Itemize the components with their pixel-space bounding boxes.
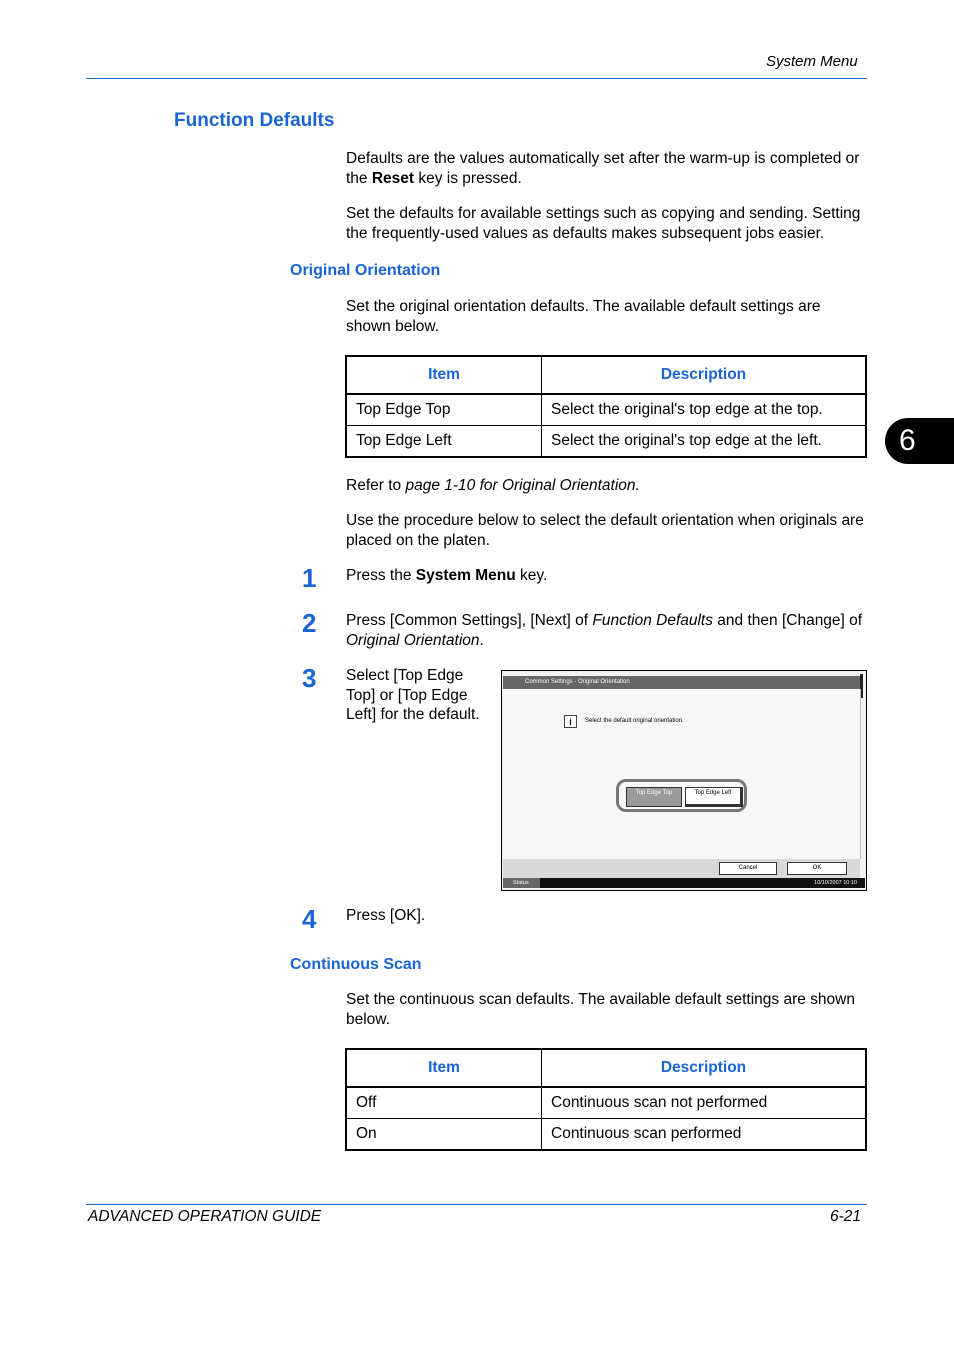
step-text-2: Press [Common Settings], [Next] of Function Defaults and then [Change] of Original Orientation. [346, 612, 863, 649]
info-icon: i [564, 715, 577, 728]
table-header-item: Item [346, 356, 542, 394]
top-edge-top-button[interactable]: Top Edge Top [626, 787, 682, 807]
table-row [346, 1087, 866, 1119]
step-number-2: 2 [302, 608, 317, 638]
footer-page-number: 6-21 [830, 1208, 862, 1225]
screen-title-bar: Common Settings - Original Orientation [503, 676, 860, 689]
screen-body [503, 689, 861, 859]
table-header-description: Description [542, 1049, 867, 1087]
table-header-row [346, 356, 866, 394]
screen-button-bar [503, 859, 860, 878]
step-number-4: 4 [302, 904, 317, 934]
table-header-item: Item [346, 1049, 542, 1087]
step-number-3: 3 [302, 663, 317, 693]
screen-message: Select the default original orientation. [585, 718, 684, 724]
orientation-table [345, 355, 867, 458]
table-row [346, 1119, 866, 1151]
orientation-option-group [616, 779, 747, 812]
footer-guide-title: ADVANCED OPERATION GUIDE [88, 1208, 322, 1225]
footer-rule [86, 1204, 867, 1205]
status-datetime: 10/10/2007 10:10 [814, 880, 857, 886]
table-header-row [346, 1049, 866, 1087]
table-cell-item: Top Edge Left [346, 426, 542, 458]
continuous-table [345, 1048, 867, 1151]
status-bar [503, 878, 865, 888]
chapter-tab: 6 [885, 418, 954, 464]
table-header-description: Description [542, 356, 867, 394]
top-edge-left-button[interactable]: Top Edge Left [685, 787, 743, 807]
screen-mockup [501, 670, 867, 891]
procedure-intro: Use the procedure below to select the default orientation when originals are placed on the platen. [346, 512, 864, 549]
table-row [346, 426, 866, 458]
section-title: Function Defaults [174, 110, 335, 131]
cancel-button[interactable]: Cancel [719, 862, 777, 875]
refer-text: Refer to page 1-10 for Original Orientation. [346, 477, 640, 494]
step-text-4: Press [OK]. [346, 907, 426, 924]
table-cell-description: Continuous scan not performed [542, 1087, 867, 1119]
table-cell-description: Continuous scan performed [542, 1119, 867, 1151]
header-rule [86, 78, 867, 79]
table-cell-description: Select the original's top edge at the left. [542, 426, 867, 458]
table-cell-item: On [346, 1119, 542, 1151]
step-text-1: Press the System Menu key. [346, 567, 548, 584]
table-cell-description: Select the original's top edge at the top. [542, 394, 867, 426]
step-number-1: 1 [302, 563, 317, 593]
subsection-title-orientation: Original Orientation [290, 262, 441, 279]
status-button[interactable]: Status [503, 878, 540, 888]
table-row [346, 394, 866, 426]
ok-button[interactable]: OK [787, 862, 847, 875]
table-cell-item: Off [346, 1087, 542, 1119]
table-cell-item: Top Edge Top [346, 394, 542, 426]
step-text-3: Select [Top Edge Top] or [Top Edge Left] for the default. [346, 667, 480, 723]
intro-paragraph-2: Set the defaults for available settings such as copying and sending. Setting the frequently-used values as defaults makes subsequent jobs easier. [346, 205, 861, 242]
continuous-intro: Set the continuous scan defaults. The available default settings are shown below. [346, 991, 855, 1028]
subsection-title-continuous: Continuous Scan [290, 956, 422, 973]
orientation-intro: Set the original orientation defaults. The available default settings are shown below. [346, 298, 821, 335]
running-head: System Menu [766, 53, 858, 70]
intro-paragraph-1: Defaults are the values automatically set after the warm-up is completed or the Reset key is pressed. [346, 150, 860, 187]
